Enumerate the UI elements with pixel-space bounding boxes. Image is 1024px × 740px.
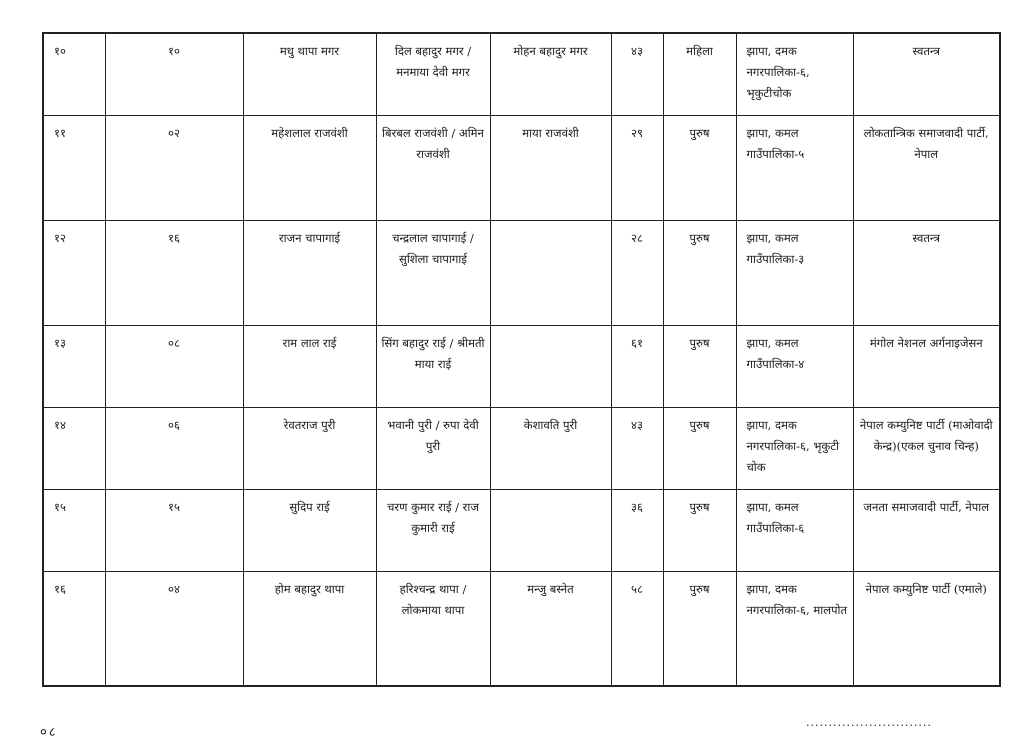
age-cell: २८: [611, 220, 663, 325]
serial-number-cell: १२: [43, 220, 105, 325]
parents-name-cell: सिंग बहादुर राई / श्रीमती माया राई: [376, 325, 490, 407]
candidate-name-cell: मधु थापा मगर: [243, 33, 376, 115]
candidate-name-cell: सुदिप राई: [243, 489, 376, 571]
spouse-name-cell: [490, 325, 611, 407]
party-cell: स्वतन्त्र: [853, 220, 1000, 325]
symbol-number-cell: ०२: [105, 115, 243, 220]
address-cell: झापा, दमक नगरपालिका-६, भृकुटीचोक: [736, 33, 853, 115]
table-row: [43, 489, 1000, 571]
spouse-name-cell: मन्जु बस्नेत: [490, 571, 611, 686]
address-cell: झापा, कमल गाउँपालिका-३: [736, 220, 853, 325]
table-row: [43, 33, 1000, 115]
gender-cell: पुरुष: [663, 489, 736, 571]
age-cell: ५८: [611, 571, 663, 686]
gender-cell: पुरुष: [663, 115, 736, 220]
symbol-number-cell: ०४: [105, 571, 243, 686]
candidate-table: [42, 32, 1001, 687]
serial-number-cell: १५: [43, 489, 105, 571]
candidate-name-cell: होम बहादुर थापा: [243, 571, 376, 686]
party-cell: मंगोल नेशनल अर्गनाइजेसन: [853, 325, 1000, 407]
party-cell: नेपाल कम्युनिष्ट पार्टी (माओवादी केन्द्र)(एकल चुनाव चिन्ह): [853, 407, 1000, 489]
spouse-name-cell: मोहन बहादुर मगर: [490, 33, 611, 115]
serial-number-cell: १६: [43, 571, 105, 686]
gender-cell: पुरुष: [663, 325, 736, 407]
symbol-number-cell: ०८: [105, 325, 243, 407]
candidate-name-cell: राजन चापागाई: [243, 220, 376, 325]
gender-cell: महिला: [663, 33, 736, 115]
age-cell: ४३: [611, 33, 663, 115]
table-row: [43, 407, 1000, 489]
symbol-number-cell: १६: [105, 220, 243, 325]
spouse-name-cell: [490, 220, 611, 325]
party-cell: नेपाल कम्युनिष्ट पार्टी (एमाले): [853, 571, 1000, 686]
parents-name-cell: हरिश्चन्द्र थापा / लोकमाया थापा: [376, 571, 490, 686]
table-row: [43, 115, 1000, 220]
symbol-number-cell: ०६: [105, 407, 243, 489]
serial-number-cell: १३: [43, 325, 105, 407]
spouse-name-cell: माया राजवंशी: [490, 115, 611, 220]
gender-cell: पुरुष: [663, 220, 736, 325]
address-cell: झापा, कमल गाउँपालिका-५: [736, 115, 853, 220]
parents-name-cell: दिल बहादुर मगर / मनमाया देवी मगर: [376, 33, 490, 115]
table-body: [43, 33, 1000, 686]
candidate-name-cell: राम लाल राई: [243, 325, 376, 407]
signature-line: ............................: [806, 716, 932, 729]
age-cell: ६१: [611, 325, 663, 407]
age-cell: ३६: [611, 489, 663, 571]
parents-name-cell: भवानी पुरी / रुपा देवी पुरी: [376, 407, 490, 489]
parents-name-cell: चरण कुमार राई / राज कुमारी राई: [376, 489, 490, 571]
page-number: ०८: [40, 725, 58, 740]
candidate-name-cell: महेशलाल राजवंशी: [243, 115, 376, 220]
serial-number-cell: ११: [43, 115, 105, 220]
address-cell: झापा, कमल गाउँपालिका-६: [736, 489, 853, 571]
candidate-name-cell: रेवतराज पुरी: [243, 407, 376, 489]
table-row: [43, 220, 1000, 325]
symbol-number-cell: १५: [105, 489, 243, 571]
parents-name-cell: बिरबल राजवंशी / अमिन राजवंशी: [376, 115, 490, 220]
spouse-name-cell: [490, 489, 611, 571]
parents-name-cell: चन्द्रलाल चापागाई / सुशिला चापागाई: [376, 220, 490, 325]
party-cell: स्वतन्त्र: [853, 33, 1000, 115]
gender-cell: पुरुष: [663, 571, 736, 686]
table-row: [43, 571, 1000, 686]
gender-cell: पुरुष: [663, 407, 736, 489]
table-row: [43, 325, 1000, 407]
age-cell: ४३: [611, 407, 663, 489]
party-cell: जनता समाजवादी पार्टी, नेपाल: [853, 489, 1000, 571]
symbol-number-cell: १०: [105, 33, 243, 115]
address-cell: झापा, कमल गाउँपालिका-४: [736, 325, 853, 407]
serial-number-cell: १०: [43, 33, 105, 115]
spouse-name-cell: केशावति पुरी: [490, 407, 611, 489]
address-cell: झापा, दमक नगरपालिका-६, मालपोत: [736, 571, 853, 686]
age-cell: २९: [611, 115, 663, 220]
address-cell: झापा, दमक नगरपालिका-६, भृकुटी चोक: [736, 407, 853, 489]
serial-number-cell: १४: [43, 407, 105, 489]
party-cell: लोकतान्त्रिक समाजवादी पार्टी, नेपाल: [853, 115, 1000, 220]
